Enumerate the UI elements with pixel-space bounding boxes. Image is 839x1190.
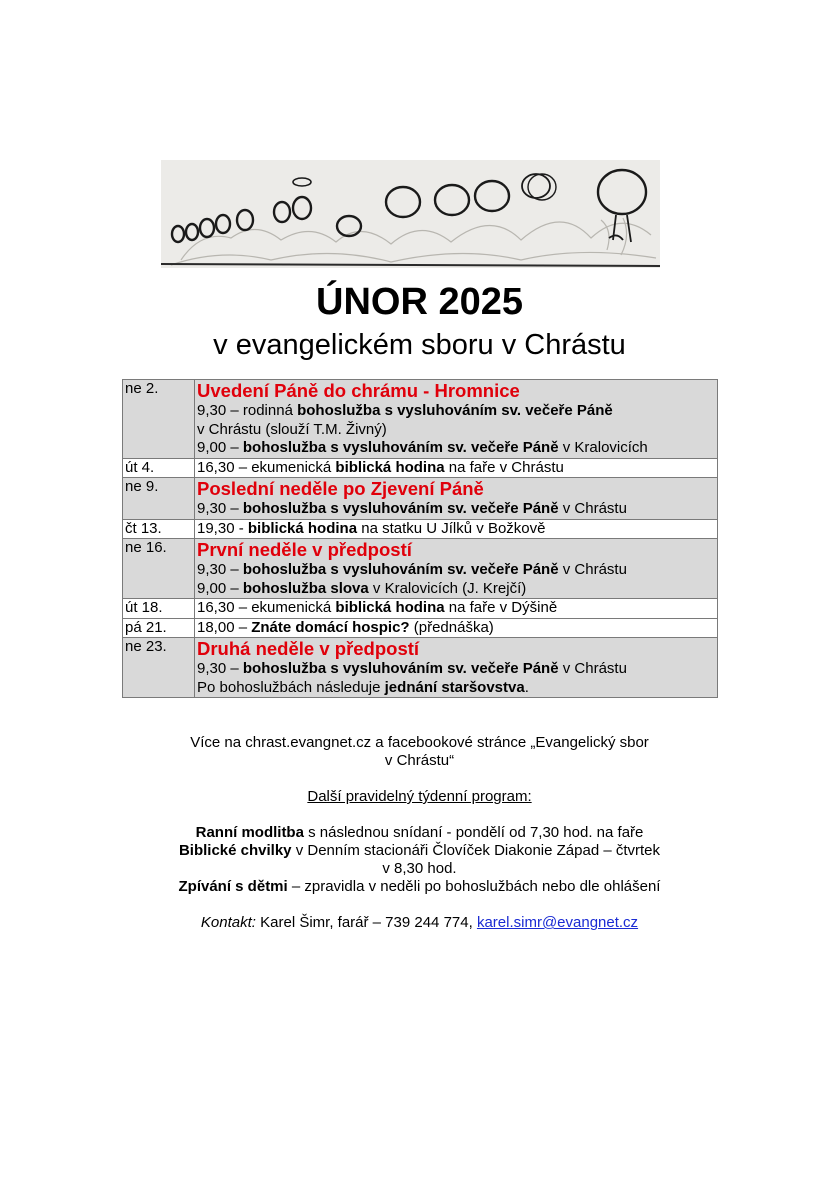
event-line — [197, 580, 715, 599]
event-text: 16,30 – ekumenická — [197, 599, 336, 616]
schedule-events — [195, 478, 718, 520]
event-highlight: bohoslužba s vysluhováním sv. večeře Páně — [297, 402, 613, 419]
event-text: Po bohoslužbách následuje — [197, 678, 385, 696]
schedule-day: ne 9. — [123, 478, 195, 520]
event-text: 19,30 - — [197, 519, 248, 537]
feast-title: První neděle v předpostí — [197, 539, 412, 560]
schedule-day: pá 21. — [123, 618, 195, 638]
schedule-row — [123, 638, 718, 698]
event-line — [197, 619, 715, 638]
schedule-day: čt 13. — [123, 519, 195, 539]
event-highlight: bohoslužba s vysluhováním sv. večeře Páně — [242, 500, 559, 517]
schedule-day: ne 23. — [123, 638, 195, 698]
singing-line — [0, 878, 839, 896]
schedule-row — [123, 519, 718, 539]
event-highlight: bohoslužba s vysluhováním sv. večeře Páně — [242, 439, 559, 456]
morning-prayer-label: Ranní modlitba — [195, 824, 304, 841]
event-text: (přednáška) — [409, 618, 494, 636]
more-info-line: Více na chrast.evangnet.cz a facebookové stránce „Evangelický sbor — [190, 734, 649, 751]
event-text: 16,30 – ekumenická — [197, 458, 336, 476]
event-text: v Chrástu — [558, 660, 627, 677]
morning-prayer-text: s následnou snídaní - pondělí od 7,30 hod. na faře — [303, 824, 644, 841]
event-text: 9,30 – — [197, 561, 243, 578]
schedule-day: út 18. — [123, 599, 195, 619]
contact-text: Karel Šimr, farář – 739 244 774, — [255, 914, 477, 931]
event-line — [197, 599, 715, 618]
event-text: na faře v Chrástu — [444, 458, 564, 476]
schedule-row — [123, 478, 718, 520]
feast-title: Poslední neděle po Zjevení Páně — [197, 478, 484, 499]
bible-moments-label: Biblické chvilky — [178, 842, 292, 859]
contact-label: Kontakt: — [200, 914, 256, 931]
schedule-row — [123, 539, 718, 599]
event-line — [197, 439, 715, 458]
event-text: v Chrástu — [558, 561, 627, 578]
contact-line — [0, 914, 839, 932]
event-text: v Chrástu — [558, 500, 627, 517]
schedule-events — [195, 458, 718, 478]
schedule-events — [195, 638, 718, 698]
schedule-day: ne 16. — [123, 539, 195, 599]
event-text: 9,30 – — [197, 500, 243, 517]
event-line — [197, 660, 715, 679]
schedule-events — [195, 599, 718, 619]
schedule-table — [122, 379, 718, 698]
schedule-day: ne 2. — [123, 380, 195, 459]
schedule-events — [195, 618, 718, 638]
schedule-row — [123, 380, 718, 459]
event-text: v Chrástu (slouží T.M. Živný) — [197, 420, 387, 438]
page-subtitle: v evangelickém sboru v Chrástu — [213, 329, 626, 361]
banner-sketch-image — [161, 160, 660, 268]
event-text: 9,00 – — [197, 579, 243, 597]
more-info-line: v Chrástu“ — [384, 752, 455, 769]
event-highlight: bohoslužba s vysluhováním sv. večeře Páně — [242, 561, 559, 578]
feast-title: Uvedení Páně do chrámu - Hromnice — [197, 380, 520, 401]
schedule-events — [195, 380, 718, 459]
footer — [0, 734, 839, 932]
event-text: v Kralovicích — [558, 439, 648, 456]
event-text: 9,00 – — [197, 439, 243, 456]
schedule-row — [123, 458, 718, 478]
event-line — [197, 459, 715, 478]
event-highlight: bohoslužba slova — [242, 579, 369, 597]
singing-text: – zpravidla v neděli po bohoslužbách nebo dle ohlášení — [287, 878, 661, 895]
event-text: v Kralovicích (J. Krejčí) — [368, 579, 527, 597]
event-highlight: jednání staršovstva — [384, 678, 525, 696]
bible-moments-time: v 8,30 hod. — [382, 860, 457, 877]
schedule-events — [195, 519, 718, 539]
event-text: . — [524, 678, 529, 696]
bible-moments-text: v Denním stacionáři Človíček Diakonie Západ – čtvrtek — [291, 842, 661, 859]
event-text: 18,00 – — [197, 618, 252, 636]
page-title: ÚNOR 2025 — [316, 281, 523, 323]
event-line — [197, 561, 715, 580]
event-text: na faře v Dýšině — [444, 599, 558, 616]
event-line — [197, 500, 715, 519]
event-line — [197, 679, 715, 698]
event-line — [197, 520, 715, 539]
schedule-row — [123, 618, 718, 638]
feast-title: Druhá neděle v předpostí — [197, 638, 420, 659]
event-text: 9,30 – rodinná — [197, 402, 298, 419]
event-highlight: biblická hodina — [247, 519, 358, 537]
event-text: 9,30 – — [197, 660, 243, 677]
bible-moments-line — [0, 842, 839, 860]
contact-email-link[interactable]: karel.simr@evangnet.cz — [476, 914, 639, 931]
event-highlight: biblická hodina — [335, 599, 445, 616]
event-highlight: bohoslužba s vysluhováním sv. večeře Páně — [242, 660, 559, 677]
event-highlight: biblická hodina — [335, 458, 445, 476]
weekly-program-heading: Další pravidelný týdenní program: — [307, 788, 532, 805]
event-highlight: Znáte domácí hospic? — [251, 618, 410, 636]
schedule-row — [123, 599, 718, 619]
event-line — [197, 402, 715, 421]
schedule-events — [195, 539, 718, 599]
event-text: na statku U Jílků v Božkově — [357, 519, 546, 537]
schedule-day: út 4. — [123, 458, 195, 478]
morning-prayer-line — [0, 824, 839, 842]
event-line — [197, 421, 715, 440]
singing-label: Zpívání s dětmi — [178, 878, 288, 895]
